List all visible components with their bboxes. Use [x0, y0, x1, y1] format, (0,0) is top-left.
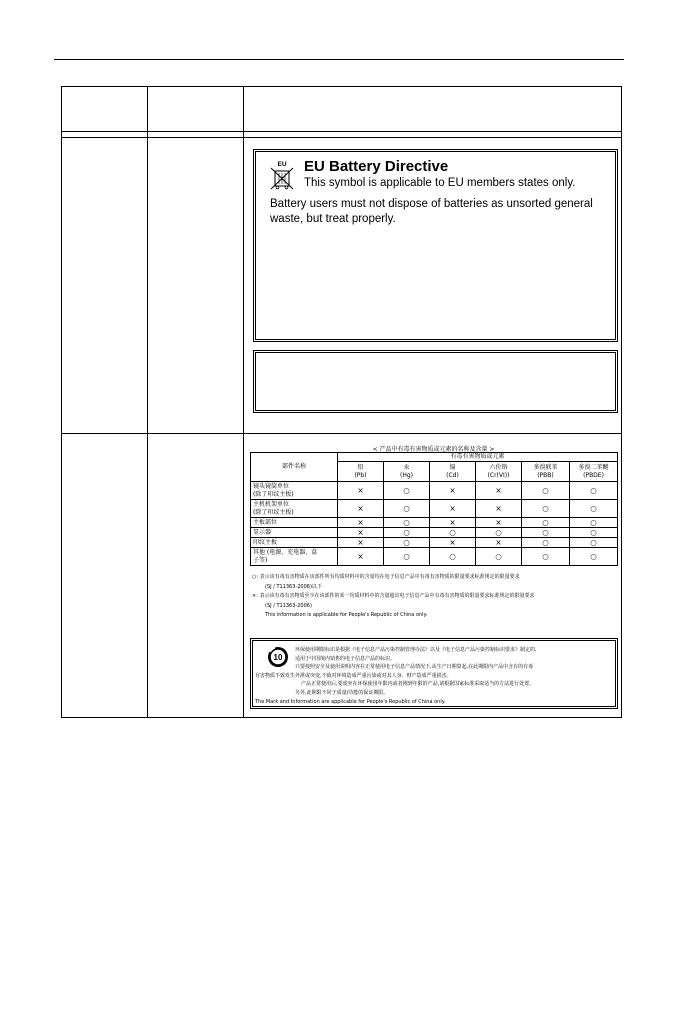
row-divider — [62, 131, 621, 132]
row-divider — [62, 433, 621, 434]
part-name — [251, 528, 338, 538]
substance-symbol: (Cd) — [446, 471, 459, 479]
substance-mark: ○ — [384, 500, 430, 518]
substance-mark: ○ — [570, 518, 618, 528]
substance-header — [430, 462, 476, 482]
substance-header — [384, 462, 430, 482]
substance-mark: × — [476, 518, 522, 528]
substance-mark: × — [338, 482, 384, 500]
substance-mark: ○ — [384, 548, 430, 566]
substances-group-header: 有毒有害物质或元素 — [338, 453, 618, 462]
efup-line: 环保使用期限标识是根据《电子信息产品污染控制管理办法》以及《电子信息产品污染控制标识要求》制定的, — [295, 647, 537, 653]
substance-name: 汞 — [403, 463, 410, 471]
table-row — [251, 482, 618, 500]
part-name — [251, 538, 338, 548]
substance-header — [338, 462, 384, 482]
substance-symbol: (PBDE) — [583, 471, 604, 479]
substance-mark: × — [338, 528, 384, 538]
part-name — [251, 482, 338, 500]
crossed-out-bin-icon — [268, 160, 296, 190]
table-row — [251, 518, 618, 528]
substance-mark: × — [430, 518, 476, 528]
substance-symbol: (Cr(VI)) — [487, 471, 510, 479]
substance-mark: × — [430, 482, 476, 500]
substance-mark: ○ — [384, 482, 430, 500]
substance-mark: ○ — [430, 528, 476, 538]
substance-mark: ○ — [476, 548, 522, 566]
efup-line: 另外,此期限不同于质量/功能的保证期限。 — [295, 689, 389, 696]
substance-mark: ○ — [476, 528, 522, 538]
efup-text — [255, 646, 613, 706]
part-name-line: 其他 (电源、充电器、盒 — [253, 548, 318, 556]
hazardous-substances-table — [250, 452, 618, 566]
substance-mark: ○ — [522, 482, 570, 500]
part-name-line: 子等) — [253, 556, 268, 564]
substance-mark: × — [430, 500, 476, 518]
substance-mark: ○ — [570, 482, 618, 500]
table-row — [251, 528, 618, 538]
part-name-line: (除了印纹主板) — [253, 490, 294, 498]
part-name — [251, 500, 338, 518]
part-name-line: 主机机架单位 — [253, 500, 290, 508]
efup-years: 10 — [273, 653, 283, 662]
part-name-line: 主板部位 — [253, 518, 278, 526]
substance-mark: ○ — [522, 500, 570, 518]
eu-battery-directive-box — [255, 151, 616, 340]
table-row — [251, 538, 618, 548]
part-name-line: 印纹主板 — [253, 538, 278, 546]
note-applicability: This information is applicable for People's Republic of China only. — [265, 612, 428, 618]
substance-name: 镉 — [449, 463, 456, 471]
table-row — [251, 500, 618, 518]
part-name-line: (除了印纹主板) — [253, 508, 294, 516]
efup-line: The Mark and Information are applicable for People's Republic of China only. — [255, 698, 446, 705]
substance-mark: × — [338, 538, 384, 548]
note-circle: ○: 表示该有毒有害物质在该部件所有均质材料中的含量均在电子信息产品中有毒有害物质的限量要求标准规定的限量要求 — [252, 574, 520, 580]
substance-mark: ○ — [570, 538, 618, 548]
substance-mark: ○ — [522, 528, 570, 538]
substance-mark: × — [476, 500, 522, 518]
eu-directive-body: Battery users must not dispose of batteries as unsorted general waste, but treat properly. — [270, 198, 593, 225]
part-name-line: 显示器 — [253, 528, 272, 536]
substance-mark: ○ — [384, 518, 430, 528]
part-name — [251, 548, 338, 566]
substance-symbol: (Hg) — [399, 471, 413, 479]
substance-symbol: (PBB) — [537, 471, 554, 479]
substance-mark: ○ — [570, 528, 618, 538]
table-row — [251, 548, 618, 566]
note-circle-standard: (SJ / T11363-2006)以下 — [265, 583, 322, 590]
substance-mark: ○ — [570, 548, 618, 566]
part-name — [251, 518, 338, 528]
substance-header — [476, 462, 522, 482]
substance-name: 六价铬 — [489, 463, 508, 471]
row-divider — [62, 137, 621, 138]
substance-mark: × — [476, 482, 522, 500]
hazardous-substances-caption: < 产品中有毒有害物质或元素的名称及含量 > — [372, 446, 495, 453]
substance-mark: × — [338, 548, 384, 566]
substance-mark: ○ — [522, 548, 570, 566]
substance-mark: ○ — [522, 538, 570, 548]
part-name-line: 镜头镜筒单位 — [253, 482, 290, 490]
note-cross: ×: 表示该有毒有害物质至少在该部件的某一均质材料中的含量超出电子信息产品中有毒有害物质的限量要求标准规定的限量要求 — [252, 593, 535, 599]
substance-mark: ○ — [522, 518, 570, 528]
substance-mark: ○ — [384, 528, 430, 538]
efup-line: 产品正常使用后,要废弃在环保使用年限内或者刚到年限的产品,请根据国家标准采取适当的方法进行处置。 — [301, 681, 535, 688]
header-rule — [54, 59, 624, 60]
substance-mark: × — [476, 538, 522, 548]
efup-line: 只要按照安全及使用说明内容在正常使用电子信息产品情况下,从生产日期算起,在此期限内产品中含有的有毒 — [295, 664, 534, 671]
substance-name: 多溴联苯 — [533, 463, 558, 471]
table-notes — [252, 573, 620, 621]
substance-header — [570, 462, 618, 482]
column-divider — [243, 87, 244, 717]
efup-line: 有害物质不致发生外泄或突变,不致对环境造成严重污染或对其人身、财产造成严重损害。 — [255, 672, 452, 679]
eu-directive-title: EU Battery Directive — [304, 158, 449, 175]
part-name-header: 部件名称 — [251, 453, 338, 482]
substance-mark: × — [338, 500, 384, 518]
substance-name: 多溴二苯醚 — [578, 463, 609, 471]
environmental-use-period-box — [252, 640, 616, 707]
column-divider — [147, 87, 148, 717]
substance-header — [522, 462, 570, 482]
substance-symbol: (Pb) — [354, 471, 367, 479]
eu-directive-subtitle: This symbol is applicable to EU members states only. — [304, 177, 576, 189]
substance-mark: ○ — [430, 548, 476, 566]
substance-mark: × — [338, 518, 384, 528]
efup-line: 适用于中国境内销售的电子信息产品的标识。 — [295, 655, 396, 662]
empty-notice-box — [255, 352, 616, 411]
substance-mark: ○ — [570, 500, 618, 518]
substance-mark: × — [430, 538, 476, 548]
eu-icon-label: EU — [277, 161, 287, 168]
substance-mark: ○ — [384, 538, 430, 548]
note-cross-standard: (SJ / T11363-2006) — [265, 602, 312, 609]
substance-name: 铅 — [357, 463, 364, 471]
